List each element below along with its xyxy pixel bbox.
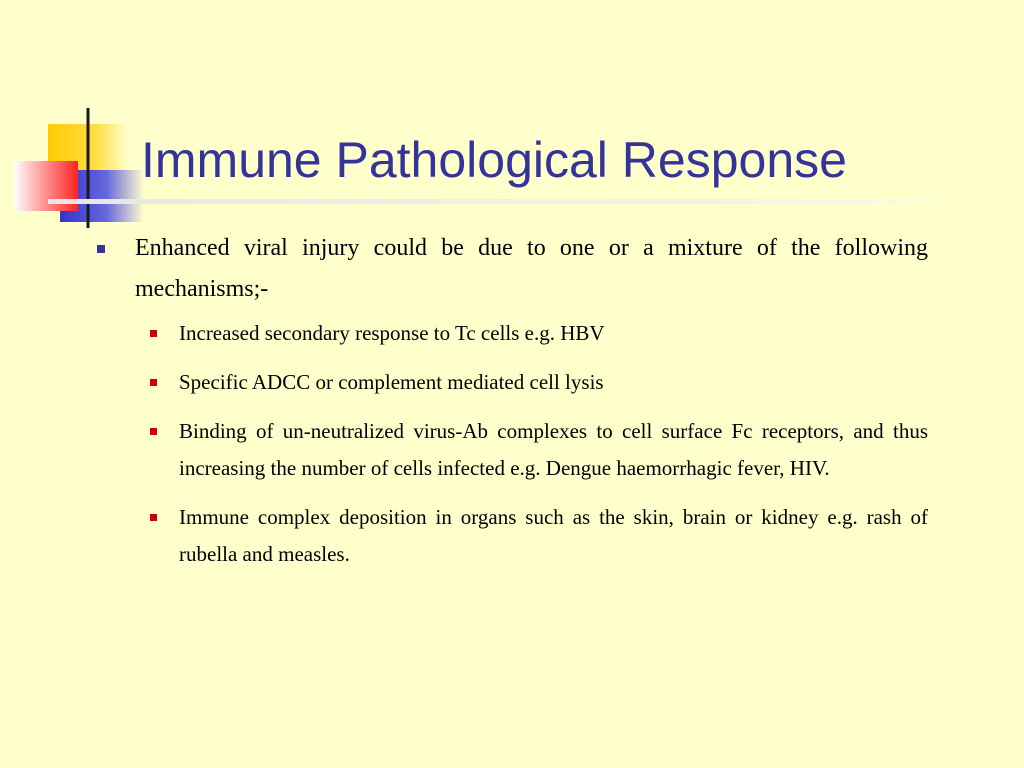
sub-bullet-item	[140, 499, 928, 573]
sub-bullet-text: Specific ADCC or complement mediated cell lysis	[179, 370, 604, 394]
main-bullet-text: Enhanced viral injury could be due to one or a mixture of the following mechanisms;-	[135, 235, 928, 302]
square-bullet-icon	[150, 514, 157, 521]
slide-body	[95, 228, 928, 585]
sub-bullet-item	[140, 364, 928, 401]
sub-bullet-text: Increased secondary response to Tc cells e.g. HBV	[179, 321, 605, 345]
sub-bullet-text: Immune complex deposition in organs such as the skin, brain or kidney e.g. rash of rubella and measles.	[179, 505, 928, 566]
sub-bullet-item	[140, 315, 928, 352]
title-underline	[48, 199, 970, 204]
square-bullet-icon	[97, 245, 105, 253]
square-bullet-icon	[150, 379, 157, 386]
sub-bullet-item	[140, 413, 928, 487]
sub-bullet-text: Binding of un-neutralized virus-Ab complexes to cell surface Fc receptors, and thus increasing the number of cells infected e.g. Dengue haemorrhagic fever, HIV.	[179, 419, 928, 480]
slide-title: Immune Pathological Response	[141, 132, 847, 188]
square-bullet-icon	[150, 330, 157, 337]
square-bullet-icon	[150, 428, 157, 435]
sub-bullet-list	[95, 315, 928, 573]
decorative-squares	[0, 0, 160, 240]
main-bullet-point	[95, 228, 928, 310]
